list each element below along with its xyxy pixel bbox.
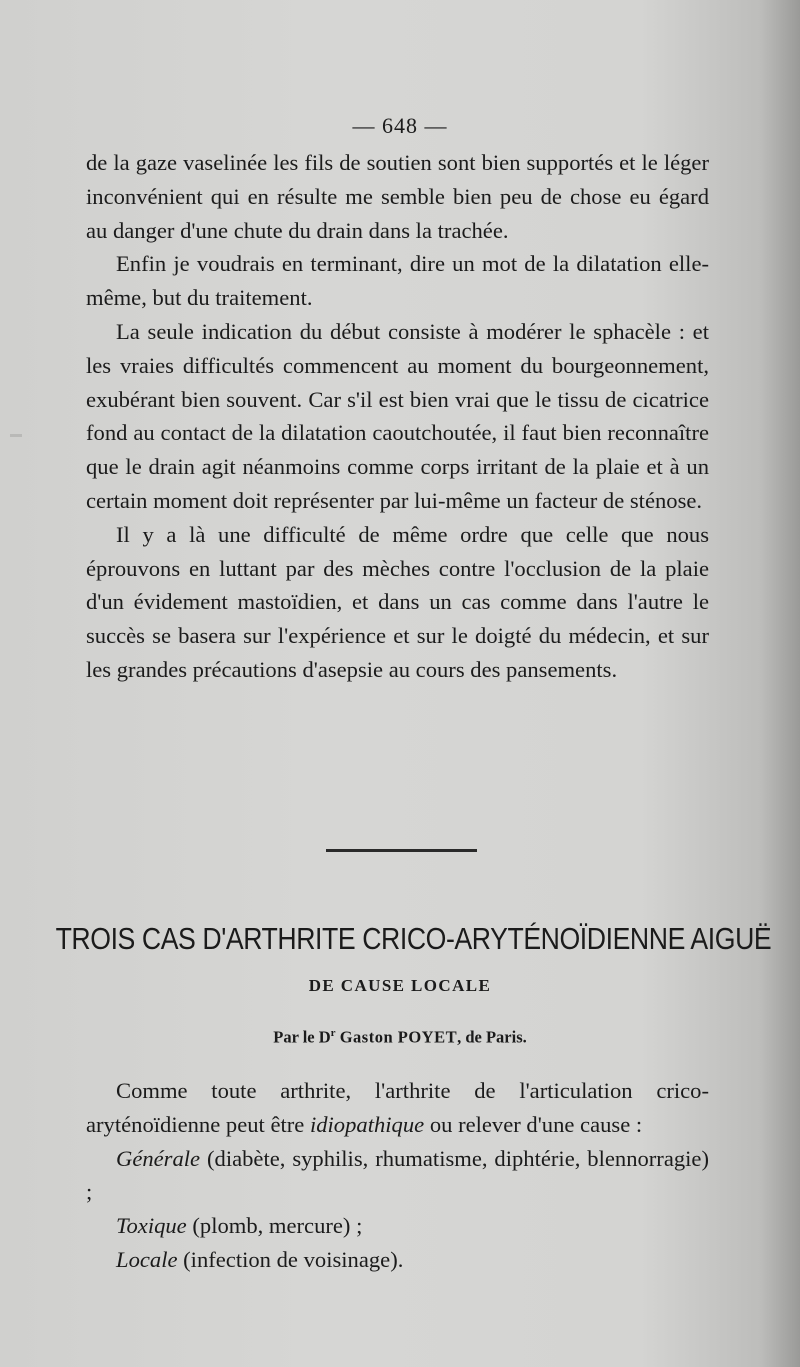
intro-text: Comme toute arthrite, l'arthrite de l'articulation crico-aryténoïdienne peut être [86,1078,709,1137]
cause-item [86,1209,709,1243]
paragraph [86,1074,709,1142]
cause-detail: (plomb, mercure) ; [186,1213,363,1239]
section-divider [326,849,477,852]
article-text-block [86,1074,709,1277]
byline-suffix: , de Paris. [457,1027,527,1047]
byline-sup: r [330,1027,336,1039]
scan-blemish [10,434,22,437]
cause-label: Toxique [116,1213,187,1239]
article-title: TROIS CAS D'ARTHRITE CRICO-ARYTÉNOÏDIENNE AIGUË [55,921,772,956]
paragraph: La seule indication du début consiste à modérer le sphacèle : et les vraies difficultés commencent au moment du bourgeonnement, exubérant bien souvent. Car s'il est bien vrai que le tissu de cicatrice fond au contact de la dilatation caoutchoutée, il faut bien reconnaître que le drain agit néanmoins comme corps irritant de la plaie et à un certain moment doit représenter par lui-même un facteur de sténose. [86,318,709,513]
page-number: — 648 — [352,113,448,138]
paragraph: Il y a là une difficulté de même ordre que celle que nous éprouvons en luttant par des mèches contre l'occlusion de la plaie d'un évidement mastoïdien, et dans un cas comme dans l'autre le succès se basera sur l'expérience et sur le doigté du médecin, et sur les grandes précautions d'asepsie au cours des pansements. [86,521,709,682]
cause-item [86,1142,709,1210]
intro-text: ou relever d'une cause : [424,1111,643,1137]
cause-label: Générale [116,1145,201,1171]
author-name: Gaston POYET [339,1027,458,1047]
byline-prefix: Par le D [273,1027,331,1047]
paragraph: Enfin je voudrais en terminant, dire un mot de la dilatation elle-même, but du traitement. [86,251,709,311]
paragraph: de la gaze vaselinée les fils de soutien sont bien supportés et le léger inconvénient qui en résulte me semble bien peu de chose eu égard au danger d'une chute du drain dans la trachée. [86,150,709,243]
article-byline [0,1027,800,1048]
cause-item [86,1243,709,1277]
article-subtitle: DE CAUSE LOCALE [308,976,492,995]
cause-label: Locale [116,1246,178,1272]
cause-detail: (infection de voisinage). [177,1246,404,1272]
cause-detail: (diabète, syphilis, rhumatisme, diphtérie, blennorragie) ; [86,1145,709,1205]
intro-emphasis: idiopathique [309,1111,425,1137]
continued-text-block [86,146,709,687]
